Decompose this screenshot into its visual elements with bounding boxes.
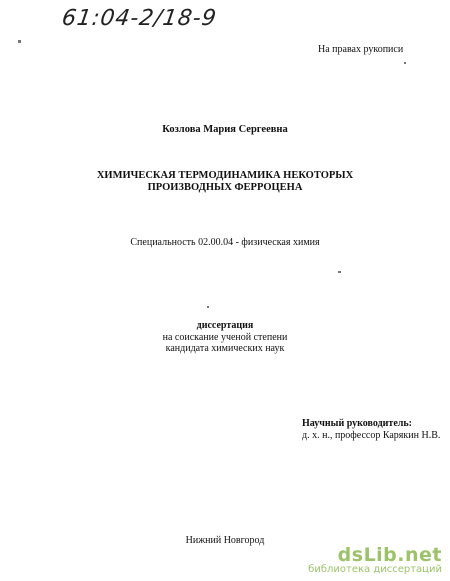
degree-block [0,320,450,355]
scan-speck [207,306,209,308]
dissertation-title [0,170,450,194]
degree-type: диссертация [196,320,254,331]
scan-speck [338,271,341,273]
rights-notice: На правах рукописи [318,44,404,55]
supervisor-name: д. х. н., профессор Карякин Н.В. [302,430,441,441]
watermark-logo: dsLib.net [337,544,442,566]
title-line-1: ХИМИЧЕСКАЯ ТЕРМОДИНАМИКА НЕКОТОРЫХ [96,170,354,181]
title-line-2: ПРОИЗВОДНЫХ ФЕРРОЦЕНА [147,182,303,193]
degree-line-3: кандидата химических наук [165,343,285,354]
specialty: Специальность 02.00.04 - физическая химия [130,237,320,248]
dslib-watermark [308,544,442,575]
archive-code-handwritten: 61:04-2/18-9 [60,6,219,31]
author-name: Козлова Мария Сергеевна [162,124,288,135]
city: Нижний Новгород [185,535,265,546]
supervisor-label: Научный руководитель: [302,418,412,429]
watermark-subtitle: библиотека диссертаций [308,564,442,575]
supervisor-block [302,418,440,442]
scan-speck [18,40,21,43]
scan-speck [404,62,406,64]
degree-line-2: на соискание ученой степени [162,331,288,343]
